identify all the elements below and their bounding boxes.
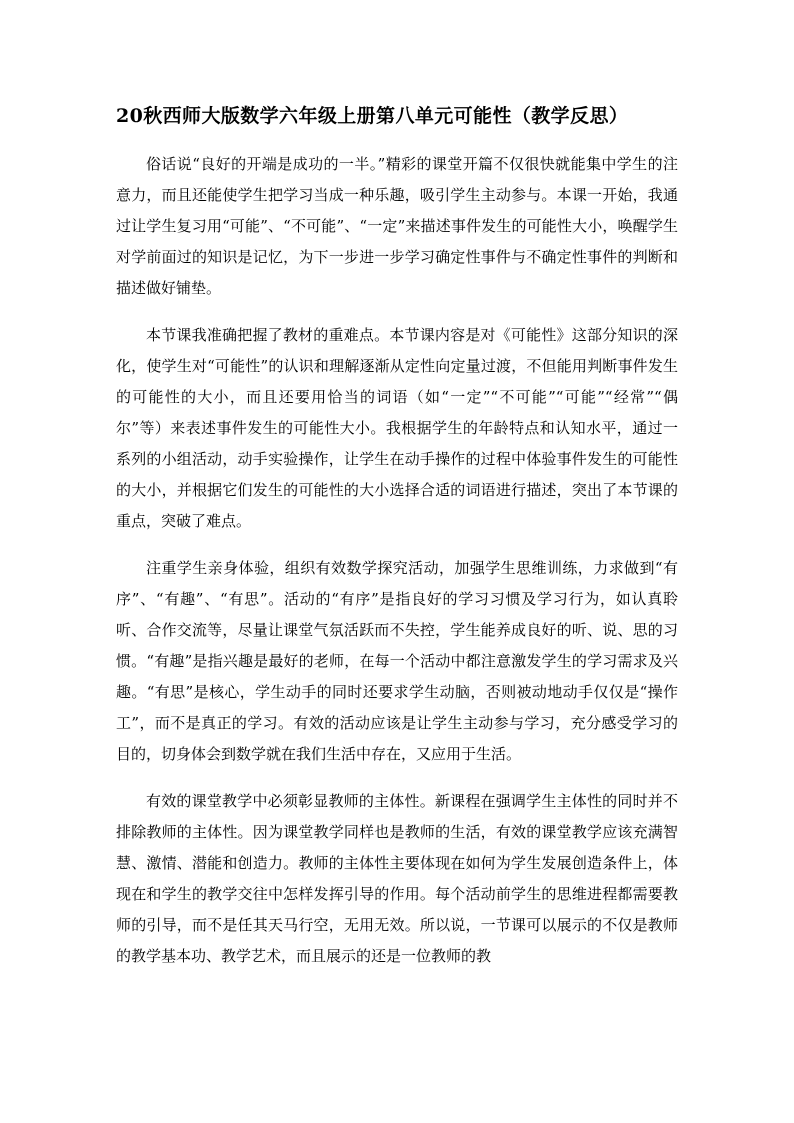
body-paragraph: 注重学生亲身体验，组织有效数学探究活动，加强学生思维训练，力求做到“有序”、“有趣”、“有思”。活动的“有序”是指良好的学习习惯及学习行为，如认真聆听、合作交流等，尽量让课堂气氛活跃而不失控，学生能养成良好的听、说、思的习惯。“有趣”是指兴趣是最好的老师，在每一个活动中都注意激发学生的学习需求及兴趣。“有思”是核心，学生动手的同时还要求学生动脑，否则被动地动手仅仅是“操作工”，而不是真正的学习。有效的活动应该是让学生主动参与学习，充分感受学习的目的，切身体会到数学就在我们生活中存在，又应用于生活。 [116,559,678,763]
body-paragraph: 本节课我准确把握了教材的重难点。本节课内容是对《可能性》这部分知识的深化，使学生对“可能性”的认识和理解逐渐从定性向定量过渡，不但能用判断事件发生的可能性的大小，而且还要用恰当的词语（如“一定”“不可能”“可能”“经常”“偶尔”等）来表述事件发生的可能性大小。我根据学生的年龄特点和认知水平，通过一系列的小组活动，动手实验操作，让学生在动手操作的过程中体验事件发生的可能性的大小，并根据它们发生的可能性的大小选择合适的词语进行描述，突出了本节课的重点，突破了难点。 [116,326,678,530]
body-paragraph: 俗话说“良好的开端是成功的一半。”精彩的课堂开篇不仅很快就能集中学生的注意力，而且还能使学生把学习当成一种乐趣，吸引学生主动参与。本课一开始，我通过让学生复习用“可能”、“不可能”、“一定”来描述事件发生的可能性大小，唤醒学生对学前面过的知识是记忆，为下一步进一步学习确定性事件与不确定性事件的判断和描述做好铺垫。 [116,155,678,297]
document-body [116,149,678,988]
document-title: 20秋西师大版数学六年级上册第八单元可能性（教学反思） [116,105,629,127]
body-paragraph: 有效的课堂教学中必须彰显教师的主体性。新课程在强调学生主体性的同时并不排除教师的主体性。因为课堂教学同样也是教师的生活，有效的课堂教学应该充满智慧、激情、潜能和创造力。教师的主体性主要体现在如何为学生发展创造条件上，体现在和学生的教学交往中怎样发挥引导的作用。每个活动前学生的思维进程都需要教师的引导，而不是任其天马行空，无用无效。所以说，一节课可以展示的不仅是教师的教学基本功、教学艺术，而且展示的还是一位教师的教 [116,792,678,965]
